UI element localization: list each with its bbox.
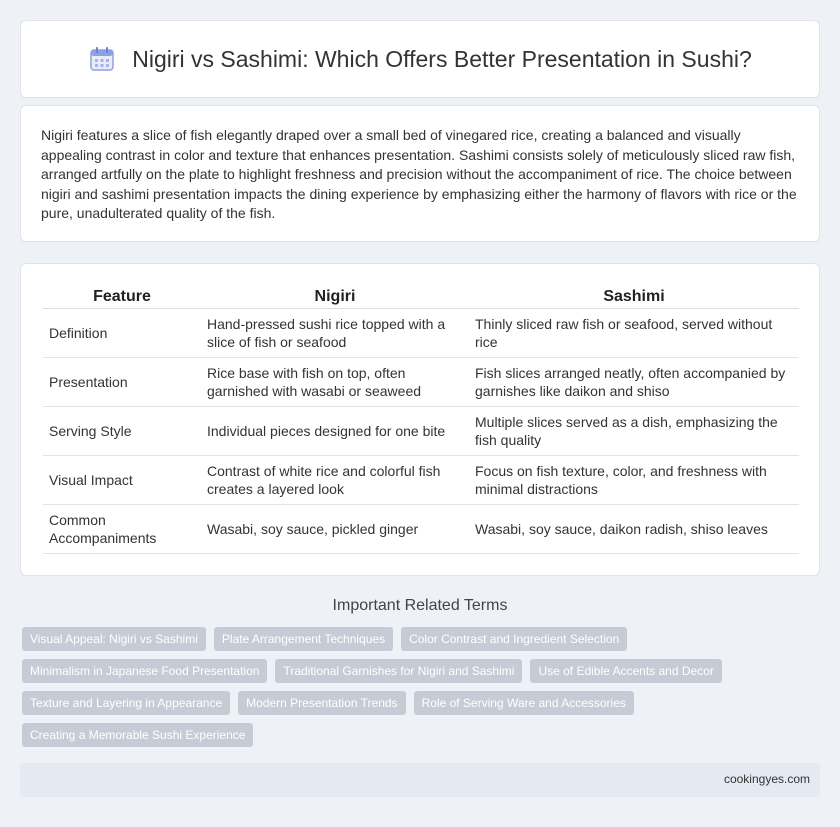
header-nigiri: Nigiri — [201, 282, 469, 309]
related-terms-heading: Important Related Terms — [332, 597, 508, 614]
feature-cell: Definition — [43, 309, 201, 358]
related-term-tag[interactable]: Modern Presentation Trends — [238, 691, 405, 715]
nigiri-cell: Hand-pressed sushi rice topped with a slice of fish or seafood — [201, 309, 469, 358]
table-row — [43, 505, 799, 554]
table-row — [43, 309, 799, 358]
header-feature: Feature — [43, 282, 201, 309]
nigiri-cell: Rice base with fish on top, often garnished with wasabi or seaweed — [201, 358, 469, 407]
related-term-tag[interactable]: Traditional Garnishes for Nigiri and Sashimi — [275, 659, 522, 683]
footer — [20, 763, 820, 797]
related-term-tag[interactable]: Role of Serving Ware and Accessories — [414, 691, 634, 715]
table-row — [43, 358, 799, 407]
sashimi-cell: Wasabi, soy sauce, daikon radish, shiso leaves — [469, 505, 799, 554]
comparison-table — [43, 282, 799, 554]
table-row — [43, 456, 799, 505]
feature-cell: Serving Style — [43, 407, 201, 456]
nigiri-cell: Wasabi, soy sauce, pickled ginger — [201, 505, 469, 554]
related-term-tag[interactable]: Use of Edible Accents and Decor — [530, 659, 721, 683]
related-term-tag[interactable]: Plate Arrangement Techniques — [214, 627, 393, 651]
related-terms-list — [22, 627, 822, 747]
page-title-row — [88, 45, 752, 73]
calendar-icon — [88, 45, 116, 73]
sashimi-cell: Focus on fish texture, color, and freshness with minimal distractions — [469, 456, 799, 505]
table-header-row — [43, 282, 799, 309]
sashimi-cell: Fish slices arranged neatly, often accompanied by garnishes like daikon and shiso — [469, 358, 799, 407]
feature-cell: Visual Impact — [43, 456, 201, 505]
header-sashimi: Sashimi — [469, 282, 799, 309]
related-term-tag[interactable]: Visual Appeal: Nigiri vs Sashimi — [22, 627, 206, 651]
related-term-tag[interactable]: Texture and Layering in Appearance — [22, 691, 230, 715]
intro-paragraph: Nigiri features a slice of fish elegantly draped over a small bed of vinegared rice, creating a balanced and visually appealing contrast in color and texture that enhances presentation. Sashimi consists solely of meticulously sliced raw fish, arranged artfully on the plate to highlight freshness and precision without the accompaniment of rice. The choice between nigiri and sashimi presentation impacts the dining experience by emphasizing either the harmony of flavors with rice or the pure, unadulterated quality of the fish. — [41, 127, 797, 221]
related-term-tag[interactable]: Color Contrast and Ingredient Selection — [401, 627, 627, 651]
sashimi-cell: Multiple slices served as a dish, emphasizing the fish quality — [469, 407, 799, 456]
related-term-tag[interactable]: Creating a Memorable Sushi Experience — [22, 723, 253, 747]
feature-cell: Presentation — [43, 358, 201, 407]
table-row — [43, 407, 799, 456]
related-term-tag[interactable]: Minimalism in Japanese Food Presentation — [22, 659, 267, 683]
comparison-table-card — [20, 263, 820, 576]
nigiri-cell: Contrast of white rice and colorful fish creates a layered look — [201, 456, 469, 505]
nigiri-cell: Individual pieces designed for one bite — [201, 407, 469, 456]
intro-card — [20, 105, 820, 242]
sashimi-cell: Thinly sliced raw fish or seafood, served without rice — [469, 309, 799, 358]
feature-cell: Common Accompaniments — [43, 505, 201, 554]
page-title: Nigiri vs Sashimi: Which Offers Better Presentation in Sushi? — [132, 45, 752, 72]
header-card — [20, 20, 820, 98]
footer-site-link[interactable]: cookingyes.com — [723, 772, 810, 786]
